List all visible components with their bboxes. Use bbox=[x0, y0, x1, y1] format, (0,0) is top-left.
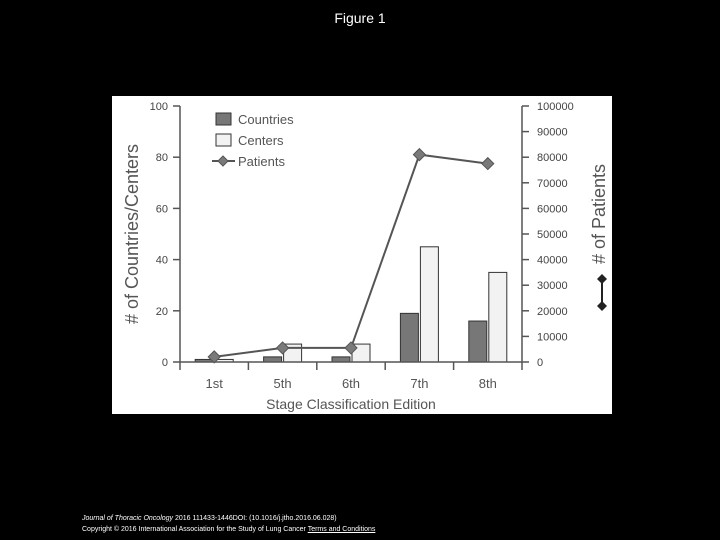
right-tick-label: 20000 bbox=[537, 305, 568, 318]
x-tick-label-7th: 7th bbox=[410, 376, 429, 391]
right-tick-label: 10000 bbox=[537, 331, 568, 344]
combo-chart bbox=[112, 96, 612, 414]
bar-countries-6th bbox=[332, 357, 350, 362]
bar-centers-7th bbox=[420, 247, 438, 362]
patients-point-7th bbox=[413, 149, 425, 161]
right-tick-label: 60000 bbox=[537, 203, 568, 216]
right-tick-label: 40000 bbox=[537, 254, 568, 267]
figure-panel bbox=[112, 96, 612, 414]
copyright-line bbox=[82, 524, 375, 535]
legend bbox=[212, 112, 294, 169]
left-tick-label: 100 bbox=[149, 101, 168, 113]
legend-swatch-countries bbox=[216, 113, 231, 125]
left-axis-title: # of Countries/Centers bbox=[122, 143, 142, 325]
right-tick-label: 30000 bbox=[537, 280, 568, 293]
legend-marker-patients bbox=[218, 156, 228, 166]
y2-symbol-marker bbox=[597, 301, 607, 311]
right-tick-label: 70000 bbox=[537, 177, 568, 190]
x-tick-label-6th: 6th bbox=[341, 376, 361, 391]
patients-line bbox=[214, 155, 488, 357]
legend-label-centers: Centers bbox=[238, 133, 284, 148]
x-tick-label-8th: 8th bbox=[478, 376, 497, 391]
x-tick-label-5th: 5th bbox=[273, 376, 292, 391]
citation-line bbox=[82, 513, 375, 524]
labels-layer bbox=[122, 101, 609, 412]
patients-point-8th bbox=[482, 158, 494, 170]
terms-link[interactable]: Terms and Conditions bbox=[307, 526, 376, 533]
bar-centers-8th bbox=[489, 272, 507, 362]
citation-footer bbox=[82, 513, 375, 535]
slide-title: Figure 1 bbox=[334, 10, 386, 26]
right-tick-label: 100000 bbox=[537, 101, 574, 113]
legend-label-patients: Patients bbox=[238, 154, 285, 169]
legend-label-countries: Countries bbox=[238, 112, 294, 127]
left-tick-label: 60 bbox=[155, 203, 168, 216]
right-tick-label: 80000 bbox=[537, 152, 568, 165]
left-tick-label: 20 bbox=[155, 305, 168, 318]
x-tick-label-1st: 1st bbox=[205, 376, 223, 391]
left-tick-label: 80 bbox=[155, 152, 168, 165]
left-tick-label: 0 bbox=[161, 357, 168, 369]
bar-countries-8th bbox=[469, 321, 487, 362]
copyright-text: Copyright © 2016 International Association for the Study of Lung Cancer bbox=[82, 526, 306, 533]
bar-countries-7th bbox=[400, 313, 418, 362]
patients-line-layer bbox=[208, 149, 494, 363]
journal-name: Journal of Thoracic Oncology bbox=[82, 515, 174, 522]
journal-ref: 2016 111433-1446DOI: (10.1016/j.jtho.2016.06.028) bbox=[175, 515, 337, 522]
bar-countries-5th bbox=[264, 357, 282, 362]
y2-symbol-marker bbox=[597, 274, 607, 284]
left-tick-label: 40 bbox=[155, 254, 168, 267]
right-tick-label: 90000 bbox=[537, 126, 568, 139]
right-tick-label: 50000 bbox=[537, 229, 568, 241]
legend-swatch-centers bbox=[216, 134, 231, 146]
right-tick-label: 0 bbox=[537, 357, 544, 369]
right-axis-title: # of Patients bbox=[589, 163, 609, 265]
x-axis-title: Stage Classification Edition bbox=[266, 396, 436, 412]
